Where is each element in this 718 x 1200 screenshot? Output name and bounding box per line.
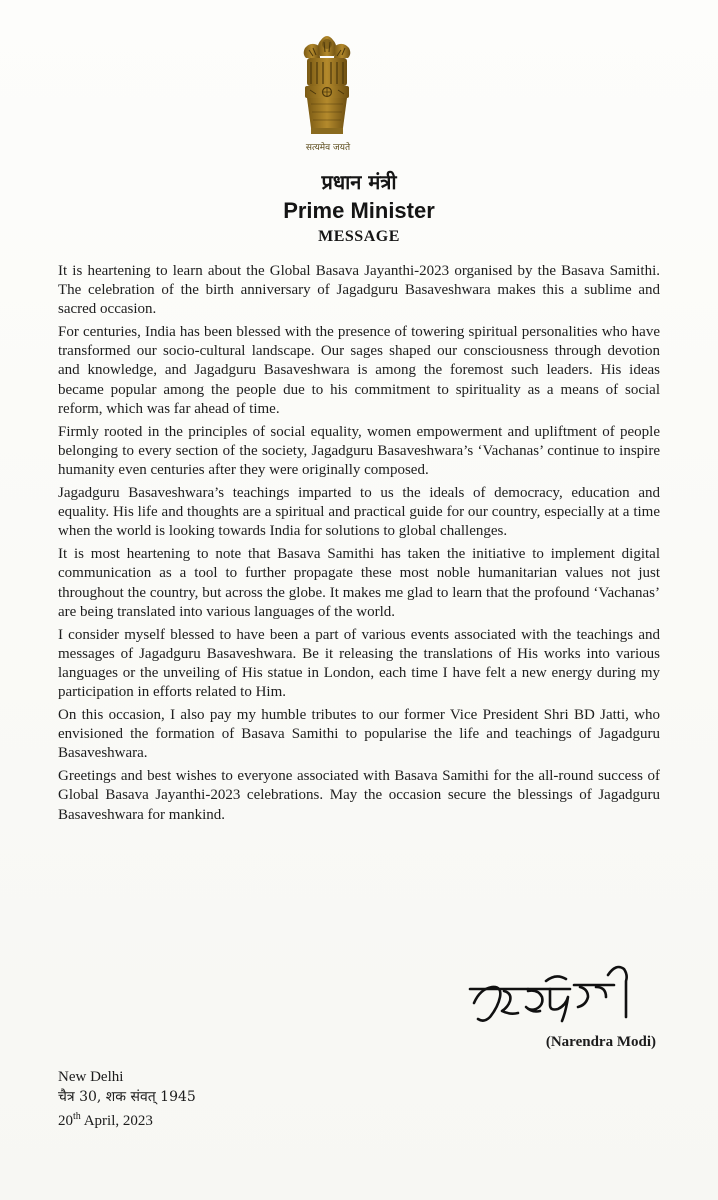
title-english: Prime Minister	[283, 198, 435, 223]
paragraph: Firmly rooted in the principles of social equality, women empowerment and upliftment of people belonging to every section of the society, Jagadguru Basaveshwara’s ‘Vachanas’ continue to inspire humanity even centuries after they were originally composed.	[58, 423, 660, 478]
place: New Delhi	[58, 1069, 124, 1085]
letter-footer	[58, 1067, 196, 1131]
date-suffix: th	[73, 1111, 81, 1122]
date-day: 20	[58, 1113, 73, 1129]
date-month-year: April, 2023	[80, 1113, 153, 1129]
signature-icon	[468, 955, 668, 1030]
state-emblem-icon	[297, 30, 357, 150]
paragraph: I consider myself blessed to have been a part of various events associated with the teachings and messages of Jagadguru Basaveshwara. Be it releasing the translations of His works into various languages or the unveiling of His statue in London, each time I have felt a new energy during my participation in efforts related to Him.	[58, 626, 660, 700]
paragraph: Greetings and best wishes to everyone associated with Basava Samithi for the all-round success of Global Basava Jayanthi-2023 celebrations. May the occasion secure the blessings of Jagadguru Basaveshwara for mankind.	[58, 768, 660, 823]
signatory-name: (Narendra Modi)	[545, 1034, 656, 1050]
paragraph: It is heartening to learn about the Global Basava Jayanthi-2023 organised by the Basava Samithi. The celebration of the birth anniversary of Jagadguru Basaveshwara makes this a sublime and sacred occasion.	[58, 263, 660, 318]
emblem-motto: सत्यमेव जयते	[305, 143, 351, 153]
date-hindi: चैत्र 30, शक संवत् 1945	[58, 1089, 196, 1105]
paragraph: Jagadguru Basaveshwara’s teachings imparted to us the ideals of democracy, education and equality. His life and thoughts are a spiritual and practical guide for our country, especially at a time when the world is looking towards India for solutions to global challenges.	[58, 485, 660, 540]
title-hindi: प्रधान मंत्री	[321, 170, 397, 194]
paragraph: On this occasion, I also pay my humble tributes to our former Vice President Shri BD Jatti, who envisioned the formation of Basava Samithi to popularise the life and teachings of Jagadguru Basaveshwara.	[58, 707, 660, 762]
message-body	[58, 262, 660, 829]
date-english	[58, 1107, 196, 1131]
paragraph: For centuries, India has been blessed with the presence of towering spiritual personalities who have transformed our socio-cultural landscape. Our sages shaped our consciousness through devotion and knowledge, and Jagadguru Basaveshwara is among the foremost such leaders. His ideas became popular among the people due to his commitment to spirituality as a means of social reform, which was far ahead of time.	[58, 324, 660, 417]
paragraph: It is most heartening to note that Basava Samithi has taken the initiative to implement digital communication as a tool to further propagate these most noble humanitarian values not just throughout the country, but across the globe. It makes me glad to learn that the profound ‘Vachanas’ are being translated into various languages of the world.	[58, 546, 660, 620]
message-heading: MESSAGE	[318, 228, 400, 245]
